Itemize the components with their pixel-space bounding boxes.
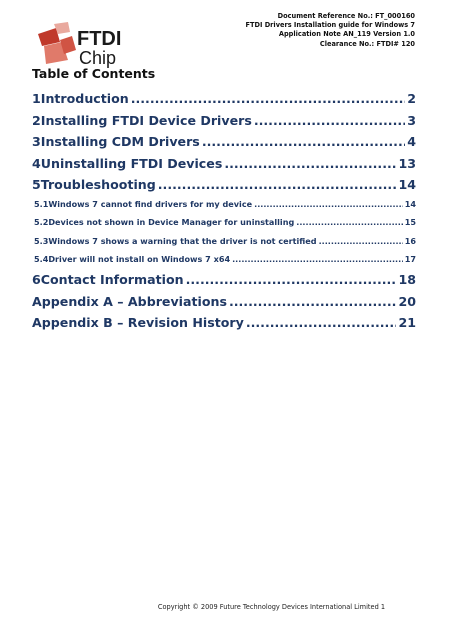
toc-entry-number: 5 — [32, 177, 41, 193]
toc-entry[interactable] — [32, 254, 416, 272]
toc-entry-page: 18 — [398, 272, 416, 288]
toc-entry-page: 13 — [398, 155, 416, 171]
toc-entry[interactable] — [32, 134, 416, 156]
toc-leader-dots — [229, 294, 397, 309]
toc-entry-page: 21 — [398, 315, 416, 331]
toc-leader-dots — [319, 236, 403, 246]
toc-leader-dots — [254, 199, 403, 209]
toc-entry-page: 14 — [404, 198, 416, 209]
toc-entry[interactable] — [32, 217, 416, 235]
toc-entry[interactable] — [32, 315, 416, 337]
toc-entry-page: 14 — [398, 177, 416, 193]
footer-page-number: 1 — [380, 603, 386, 611]
toc-entry-label: Installing FTDI Device Drivers — [40, 112, 252, 128]
toc-leader-dots — [158, 177, 397, 192]
toc-entry-label: Contact Information — [40, 272, 184, 288]
toc-entry[interactable] — [32, 177, 416, 199]
toc-entry-label: Troubleshooting — [40, 177, 156, 193]
toc-leader-dots — [224, 156, 396, 171]
logo-text-top: FTDI — [77, 28, 122, 50]
toc-entry[interactable] — [32, 156, 416, 178]
toc-leader-dots — [202, 134, 405, 149]
toc-leader-dots — [131, 91, 406, 106]
document-header-info — [245, 12, 415, 49]
toc-entry-page: 16 — [404, 235, 416, 246]
toc-leader-dots — [186, 272, 397, 287]
toc-entry-page: 4 — [407, 134, 416, 150]
toc-entry-label: Appendix A – Abbreviations — [32, 293, 227, 309]
toc-entry-number: 5.4 — [34, 253, 49, 264]
toc-entry[interactable] — [32, 236, 416, 254]
ftdi-chip-logo — [34, 20, 144, 72]
toc-entry-page: 17 — [404, 253, 416, 264]
toc-entry[interactable] — [32, 199, 416, 217]
toc-entry[interactable] — [32, 113, 416, 135]
toc-entry-page: 15 — [404, 217, 416, 228]
toc-entry-label: Windows 7 shows a warning that the driver is not certified — [48, 235, 317, 246]
toc-entry-page: 2 — [407, 91, 416, 106]
toc-entry[interactable] — [32, 91, 416, 113]
toc-entry-label: Uninstalling FTDI Devices — [40, 155, 223, 171]
toc-entry-label: Appendix B – Revision History — [32, 315, 244, 331]
doc-title: FTDI Drivers Installation guide for Windows 7 — [245, 21, 415, 30]
toc-entry-number: 3 — [32, 134, 41, 150]
app-note-version: Application Note AN_119 Version 1.0 — [278, 30, 415, 39]
toc-leader-dots — [246, 315, 397, 330]
toc-entry-label: Introduction — [40, 91, 129, 106]
doc-reference: Document Reference No.: FT_000160 — [277, 12, 415, 20]
logo-text-bottom: Chip — [79, 48, 117, 68]
toc-entry-number: 5.2 — [34, 217, 49, 228]
toc-entry-label: Devices not shown in Device Manager for uninstalling — [48, 217, 295, 228]
toc-entry-label: Windows 7 cannot find drivers for my device — [48, 198, 253, 209]
toc-entry-page: 20 — [398, 293, 416, 309]
toc-entry-number: 1 — [32, 91, 41, 106]
logo-chip-graphic-icon — [38, 22, 76, 64]
toc-leader-dots — [232, 254, 403, 264]
toc-entry-number: 4 — [32, 155, 41, 171]
toc-leader-dots — [296, 217, 402, 227]
toc-entry[interactable] — [32, 294, 416, 316]
toc-entry-page: 3 — [407, 112, 416, 128]
toc-entry-number: 5.1 — [34, 198, 49, 209]
toc-entry-label: Driver will not install on Windows 7 x64 — [48, 253, 231, 264]
toc-entry-label: Installing CDM Drivers — [40, 134, 200, 150]
table-of-contents — [32, 91, 416, 337]
toc-leader-dots — [254, 113, 405, 128]
page-footer — [0, 603, 453, 611]
toc-entry-number: 5.3 — [34, 235, 49, 246]
clearance-number: Clearance No.: FTDI# 120 — [319, 39, 415, 48]
toc-entry-number: 2 — [32, 112, 41, 128]
toc-entry[interactable] — [32, 272, 416, 294]
toc-entry-number: 6 — [32, 272, 41, 288]
toc-heading: Table of Contents — [32, 66, 156, 81]
footer-copyright: Copyright © 2009 Future Technology Devices International Limited — [157, 603, 379, 611]
